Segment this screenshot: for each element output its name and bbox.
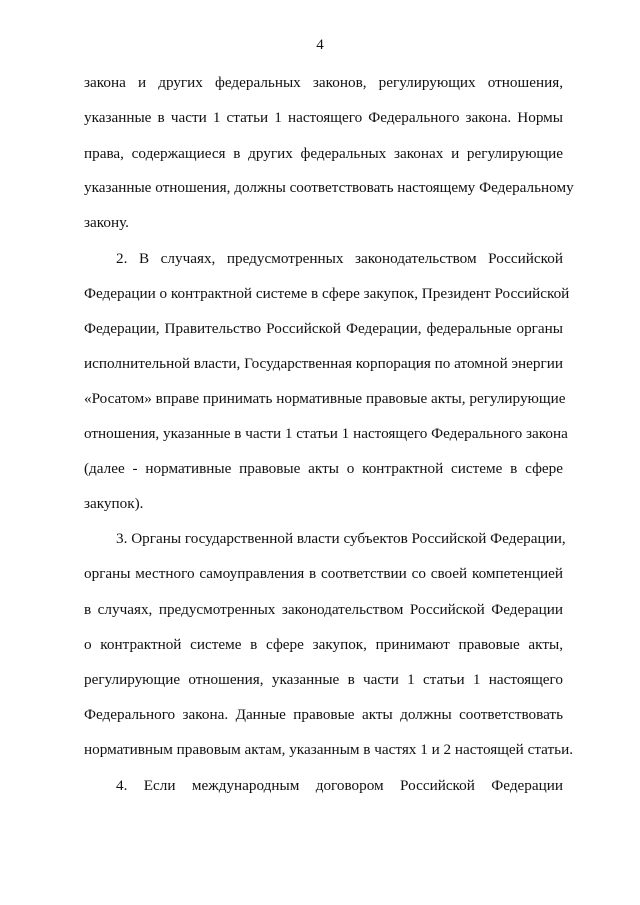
text-line: Федерации о контрактной системе в сфере закупок, Президент Российской xyxy=(84,285,570,302)
text-line: закону. xyxy=(84,214,129,231)
text-line: (далее - нормативные правовые акты о контрактной системе в сфере xyxy=(84,460,563,477)
text-line: регулирующие отношения, указанные в части 1 статьи 1 настоящего xyxy=(84,671,563,688)
text-line: 3. Органы государственной власти субъектов Российской Федерации, xyxy=(116,530,566,547)
text-line: 4. Если международным договором Российской Федерации xyxy=(116,777,563,794)
text-line: отношения, указанные в части 1 статьи 1 настоящего Федерального закона xyxy=(84,425,568,442)
text-line: Федерации, Правительство Российской Федерации, федеральные органы xyxy=(84,320,563,337)
text-line: указанные в части 1 статьи 1 настоящего Федерального закона. Нормы xyxy=(84,109,563,126)
text-line: нормативным правовым актам, указанным в частях 1 и 2 настоящей статьи. xyxy=(84,741,574,758)
text-line: указанные отношения, должны соответствовать настоящему Федеральному xyxy=(84,179,574,196)
text-line: права, содержащиеся в других федеральных законах и регулирующие xyxy=(84,145,563,162)
text-line: о контрактной системе в сфере закупок, принимают правовые акты, xyxy=(84,636,563,653)
text-line: 2. В случаях, предусмотренных законодательством Российской xyxy=(116,250,563,267)
text-line: органы местного самоуправления в соответствии со своей компетенцией xyxy=(84,565,563,582)
text-line: «Росатом» вправе принимать нормативные правовые акты, регулирующие xyxy=(84,390,566,407)
page-number: 4 xyxy=(316,37,324,53)
text-line: Федерального закона. Данные правовые акты должны соответствовать xyxy=(84,706,563,723)
text-line: в случаях, предусмотренных законодательством Российской Федерации xyxy=(84,601,563,618)
text-line: закупок). xyxy=(84,495,144,512)
text-line: исполнительной власти, Государственная корпорация по атомной энергии xyxy=(84,355,563,372)
text-line: закона и других федеральных законов, регулирующих отношения, xyxy=(84,74,563,91)
